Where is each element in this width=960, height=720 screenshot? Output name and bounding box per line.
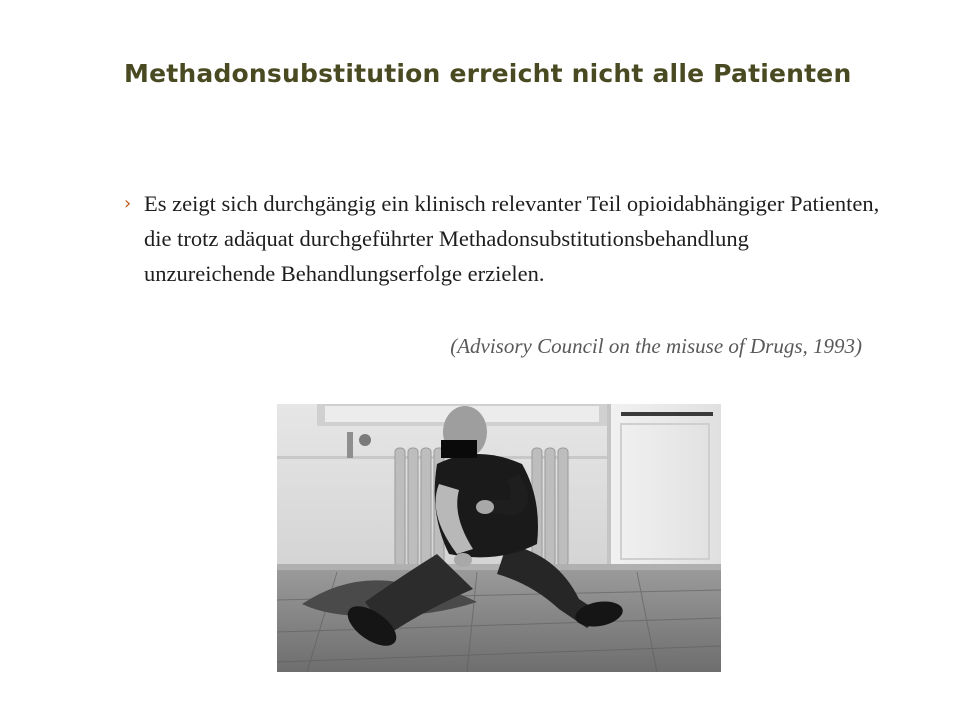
bullet-text: Es zeigt sich durchgängig ein klinisch relevanter Teil opioidabhängiger Patienten, die trotz adäquat durchgeführter Methadonsubstitutionsbehandlung unzureichende Behandlungserfolge erzielen. (144, 191, 880, 286)
bullet-chevron-icon: › (124, 193, 132, 214)
photo-person-sitting-on-floor (277, 404, 721, 672)
bullet-item (122, 186, 882, 291)
citation: (Advisory Council on the misuse of Drugs, 1993) (450, 334, 862, 358)
bullet-list (122, 186, 882, 291)
slide-title: Methadonsubstitution erreicht nicht alle Patienten (124, 59, 852, 88)
